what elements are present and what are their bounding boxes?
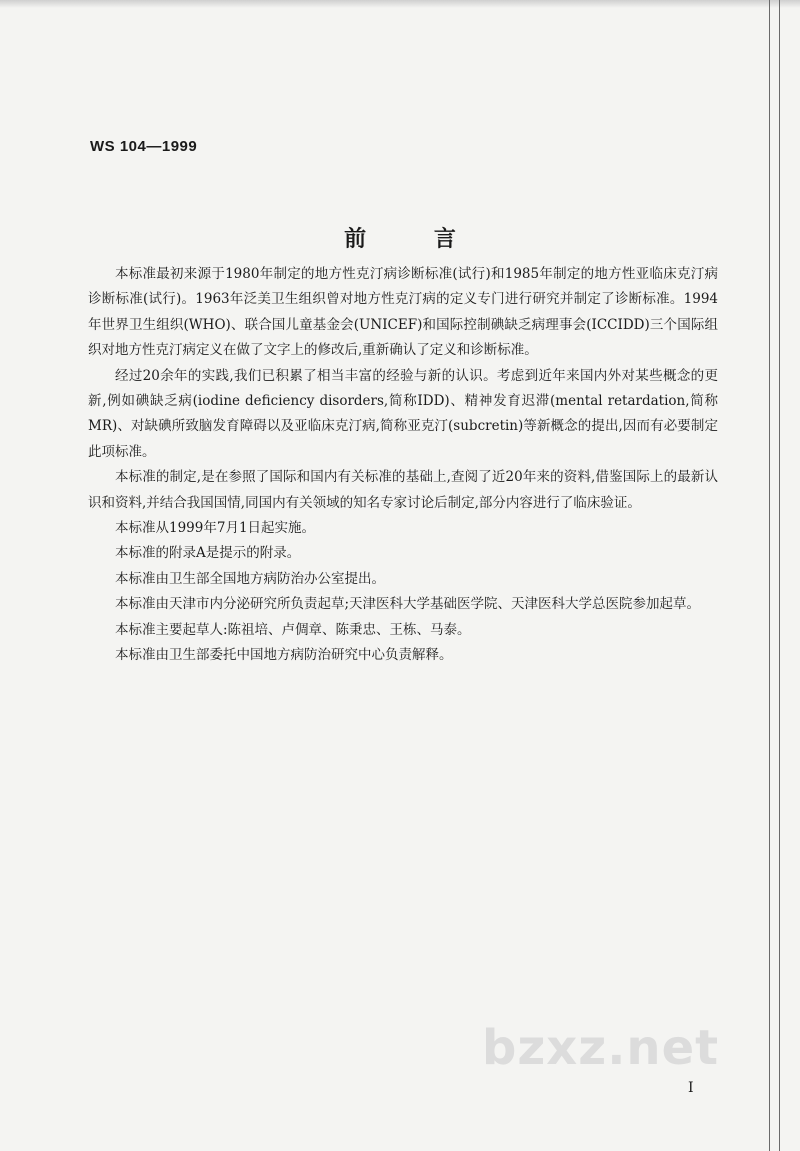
scan-edge-line [769, 0, 770, 1151]
paragraph-effective-date: 本标准从1999年7月1日起实施。 [115, 520, 316, 537]
scan-edge-line [779, 0, 780, 1151]
foreword-body [88, 262, 718, 669]
paragraph-drafting-units: 本标准由天津市内分泌研究所负责起草;天津医科大学基础医学院、天津医科大学总医院参加起草。 [115, 596, 701, 613]
scan-top-border [0, 0, 800, 8]
paragraph-interpretation: 本标准由卫生部委托中国地方病防治研究中心负责解释。 [115, 647, 453, 664]
page-number: I [688, 1080, 694, 1096]
paragraph-practice: 经过20余年的实践,我们已积累了相当丰富的经验与新的认识。考虑到近年来国内外对某些概念的更新,例如碘缺乏病(iodine deficiency disorders,简称IDD)、精神发育迟滞(mental retardation,简称MR)、对缺碘所致脑发育障碍以及亚临床克汀病,简称亚克汀(subcretin)等新概念的提出,因而有必要制定此项标准。 [88, 367, 718, 460]
standard-code: WS 104—1999 [90, 138, 198, 155]
paragraph-drafters: 本标准主要起草人:陈祖培、卢倜章、陈秉忠、王栋、马泰。 [115, 621, 471, 638]
watermark: bzxz.net [482, 1020, 720, 1076]
paragraph-origin: 本标准最初来源于1980年制定的地方性克汀病诊断标准(试行)和1985年制定的地方性亚临床克汀病诊断标准(试行)。1963年泛美卫生组织曾对地方性克汀病的定义专门进行研究并制定了诊断标准。1994年世界卫生组织(WHO)、联合国儿童基金会(UNICEF)和国际控制碘缺乏病理事会(ICCIDD)三个国际组织对地方性克汀病定义在做了文字上的修改后,重新确认了定义和诊断标准。 [88, 266, 718, 359]
paragraph-proposer: 本标准由卫生部全国地方病防治办公室提出。 [115, 570, 385, 587]
paragraph-appendix: 本标准的附录A是提示的附录。 [115, 545, 301, 562]
page-title: 前 言 [344, 227, 486, 252]
paragraph-formulation: 本标准的制定,是在参照了国际和国内有关标准的基础上,查阅了近20年来的资料,借鉴国际上的最新认识和资料,并结合我国国情,同国内有关领域的知名专家讨论后制定,部分内容进行了临床验证。 [88, 469, 718, 511]
